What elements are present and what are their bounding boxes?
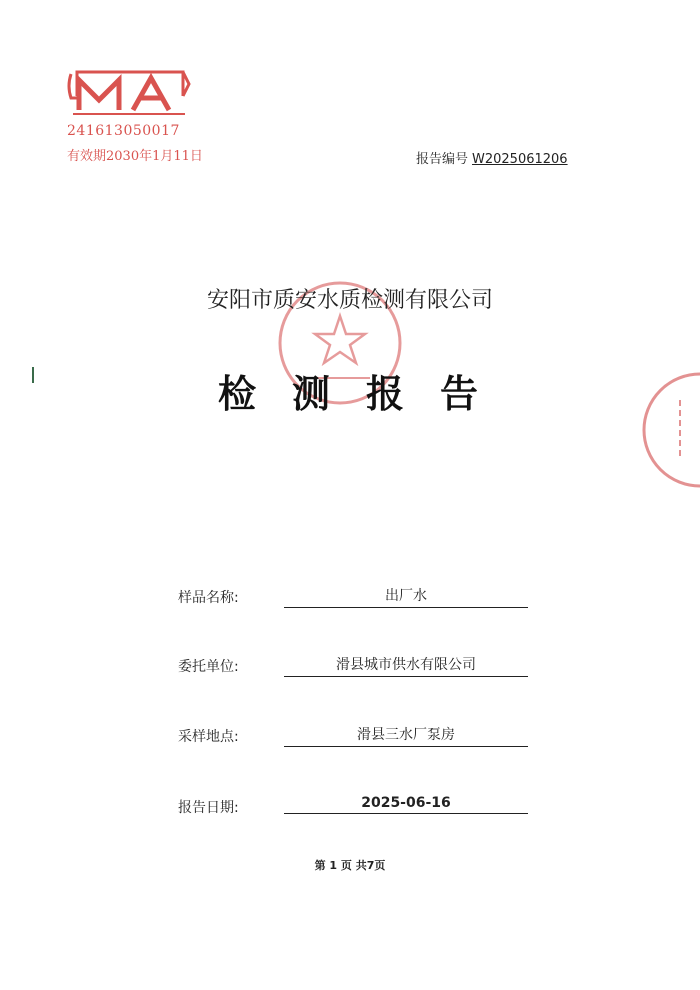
report-number-label: 报告编号 xyxy=(416,152,469,167)
field-label: 报告日期: xyxy=(178,800,239,816)
cma-certificate-number: 241613050017 xyxy=(67,123,180,139)
cma-validity-date: 有效期2030年1月11日 xyxy=(67,149,203,164)
field-client xyxy=(178,654,538,680)
field-label: 委托单位: xyxy=(178,659,239,675)
field-label: 采样地点: xyxy=(178,729,239,745)
field-value: 出厂水 xyxy=(284,585,528,608)
title-char: 告 xyxy=(439,372,478,416)
document-title xyxy=(218,363,478,418)
field-label: 样品名称: xyxy=(178,590,239,606)
field-sampling-location xyxy=(178,724,538,750)
field-report-date xyxy=(178,795,538,821)
edge-mark xyxy=(32,367,34,383)
field-sample-name xyxy=(178,585,538,611)
title-char: 检 xyxy=(218,372,257,416)
field-value: 滑县三水厂泵房 xyxy=(284,724,528,747)
report-number xyxy=(416,148,568,167)
page-number: 第 1 页 共7页 xyxy=(314,859,386,872)
field-value: 滑县城市供水有限公司 xyxy=(284,654,528,677)
title-char: 测 xyxy=(291,372,330,416)
title-char: 报 xyxy=(365,372,404,416)
paging-seal xyxy=(636,370,700,490)
company-name: 安阳市质安水质检测有限公司 xyxy=(206,288,493,313)
report-number-value: W2025061206 xyxy=(472,152,568,167)
field-value: 2025-06-16 xyxy=(284,795,528,814)
